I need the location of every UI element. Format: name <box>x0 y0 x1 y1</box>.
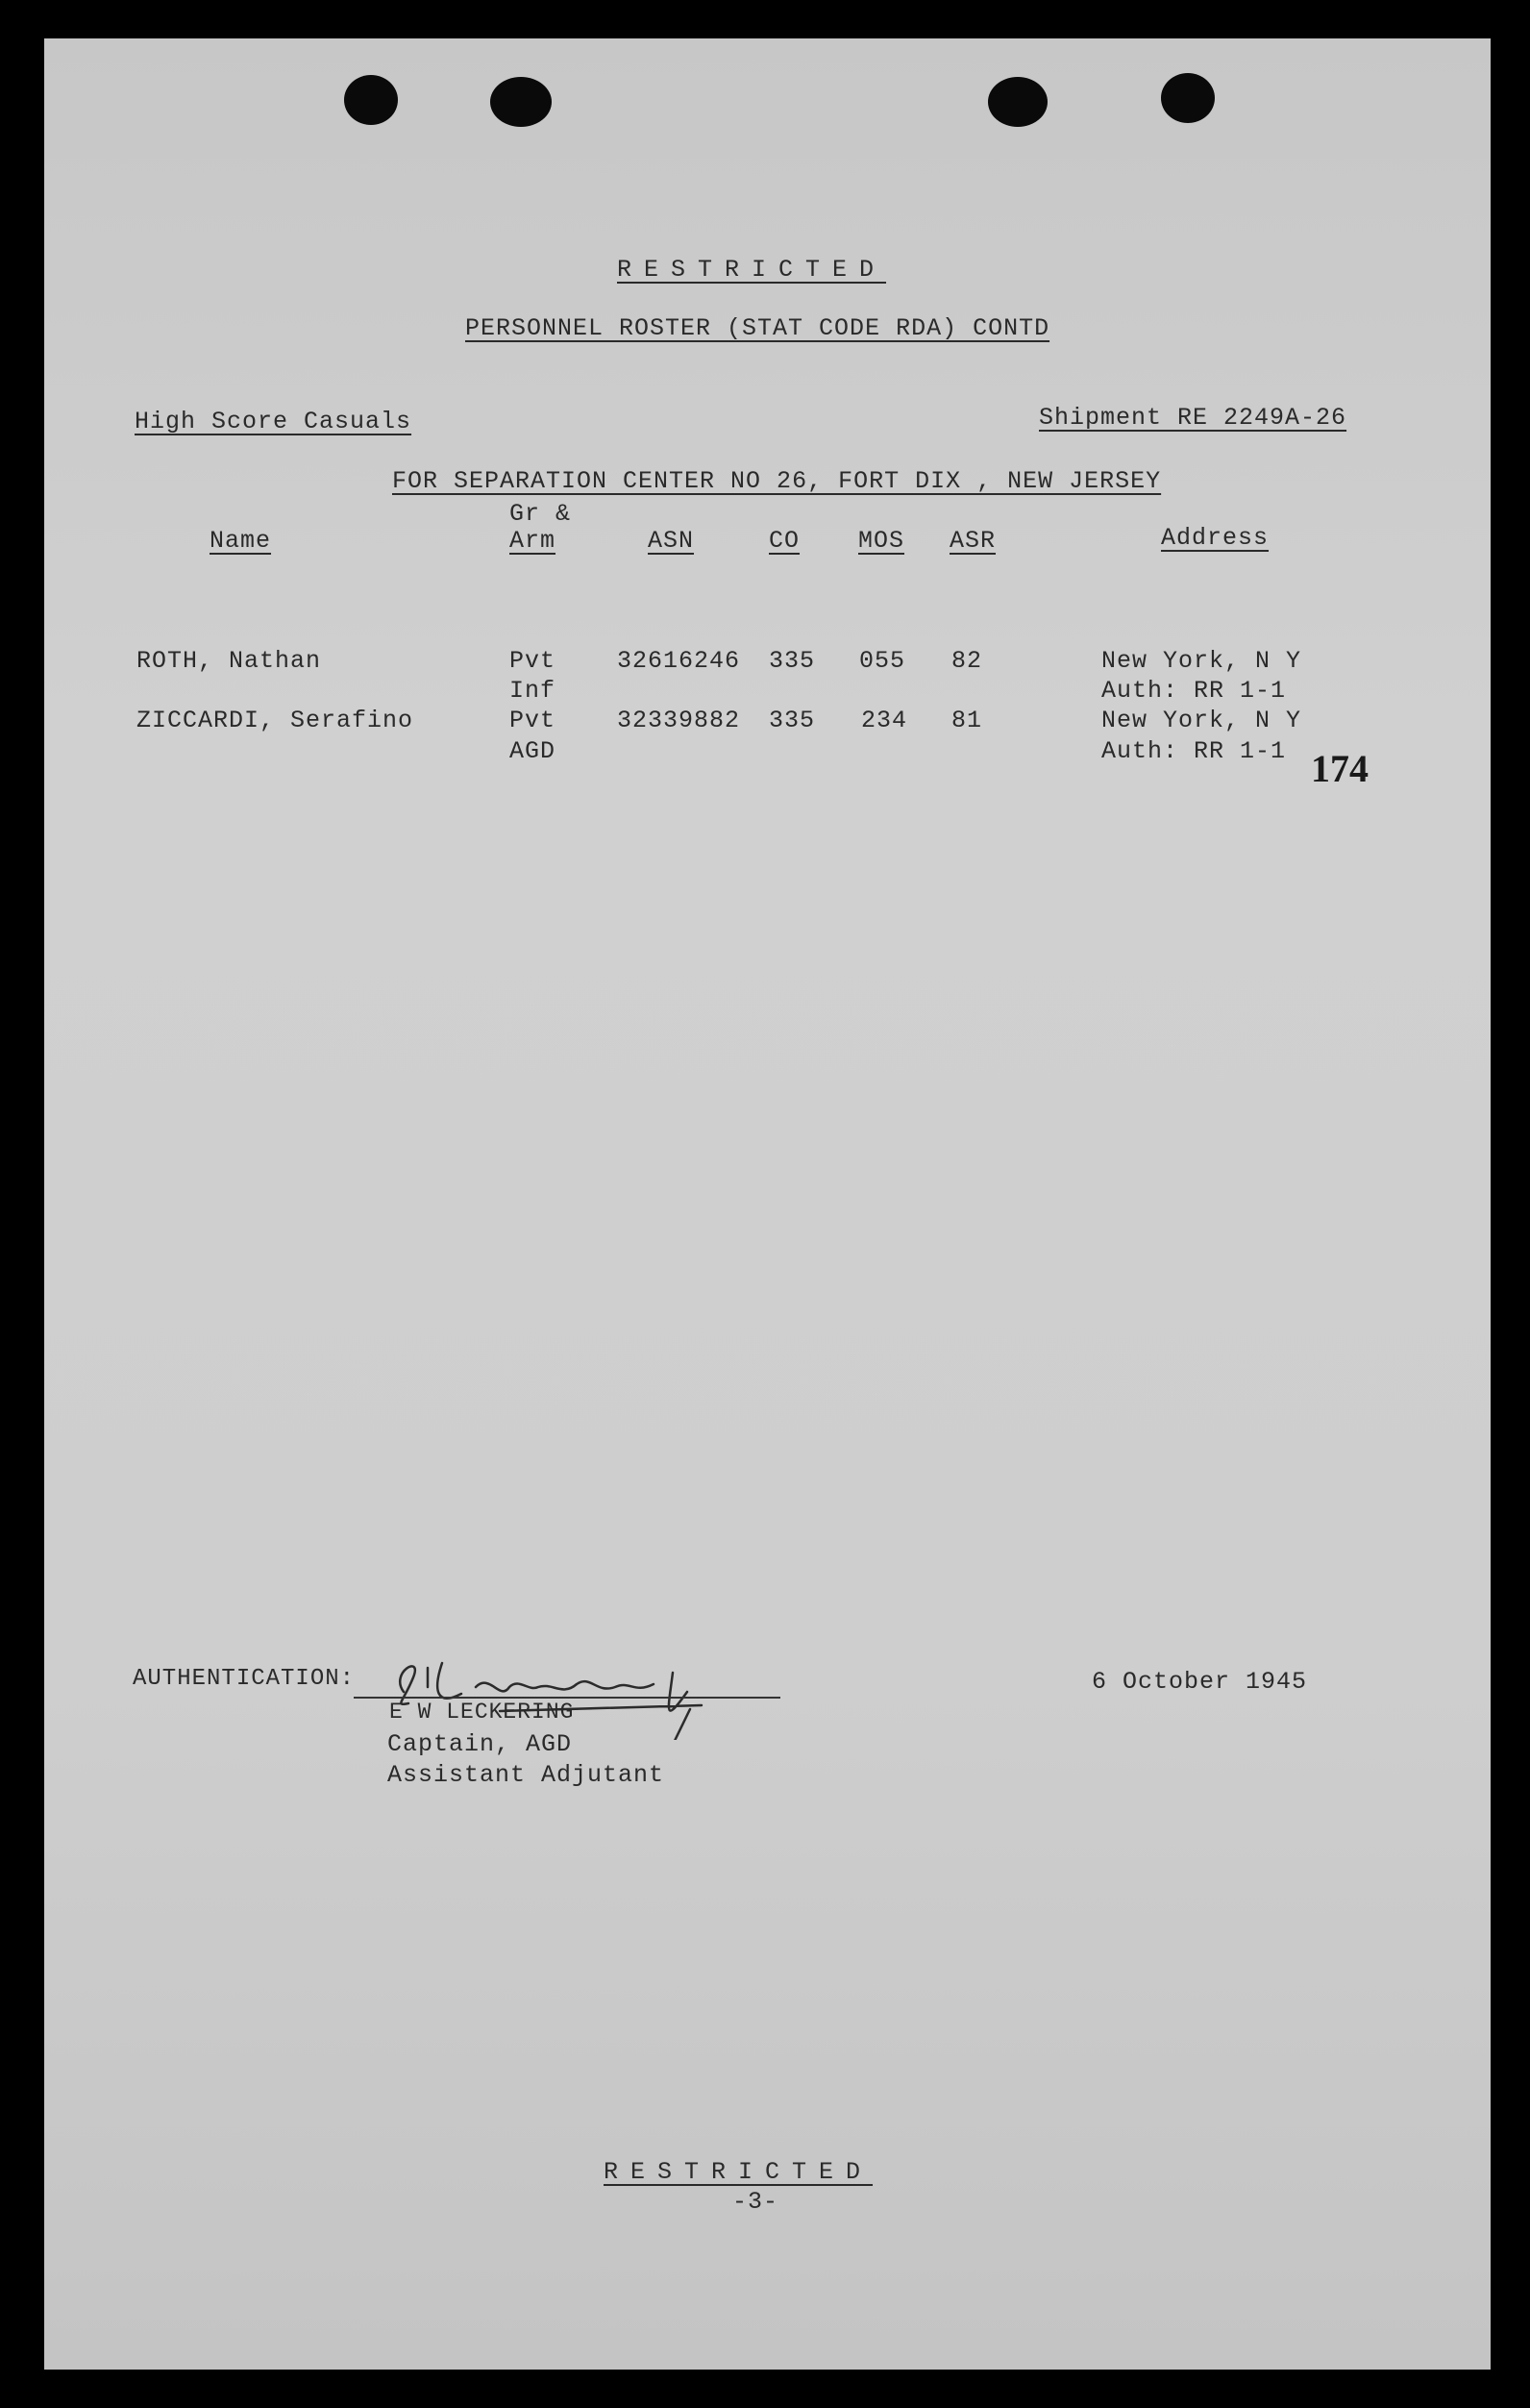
row-auth: Auth: RR 1-1 <box>1101 737 1287 765</box>
group-label: High Score Casuals <box>135 408 412 435</box>
signer-title: Assistant Adjutant <box>387 1761 665 1789</box>
destination-line: FOR SEPARATION CENTER NO 26, FORT DIX , NEW JERSEY <box>392 467 1162 495</box>
document-date: 6 October 1945 <box>1092 1668 1308 1696</box>
row-co: 335 <box>769 707 816 734</box>
row-asr: 81 <box>951 707 983 734</box>
classification-header: RESTRICTED <box>617 256 887 284</box>
column-grade-arm-top: Gr & <box>509 500 572 528</box>
row-arm: AGD <box>509 737 556 765</box>
row-arm: Inf <box>509 677 556 705</box>
page-number: -3- <box>732 2188 779 2216</box>
row-co: 335 <box>769 647 816 675</box>
row-mos: 055 <box>859 647 906 675</box>
punch-hole <box>988 77 1048 127</box>
row-address: New York, N Y <box>1101 707 1302 734</box>
column-name: Name <box>210 527 272 555</box>
punch-hole <box>490 77 552 127</box>
classification-footer: RESTRICTED <box>604 2158 874 2186</box>
row-name: ROTH, Nathan <box>136 647 322 675</box>
row-asr: 82 <box>951 647 983 675</box>
authentication-label: AUTHENTICATION: <box>133 1666 356 1692</box>
page-stamp-number: 174 <box>1311 747 1369 790</box>
row-auth: Auth: RR 1-1 <box>1101 677 1287 705</box>
row-grade: Pvt <box>509 707 556 734</box>
punch-hole <box>1161 73 1215 123</box>
column-asn: ASN <box>648 527 695 555</box>
column-mos: MOS <box>858 527 905 555</box>
column-grade-arm: Arm <box>509 527 556 555</box>
row-asn: 32616246 <box>617 647 741 675</box>
roster-title: PERSONNEL ROSTER (STAT CODE RDA) CONTD <box>465 314 1050 342</box>
signature-line <box>354 1697 780 1699</box>
row-name: ZICCARDI, Serafino <box>136 707 414 734</box>
row-asn: 32339882 <box>617 707 741 734</box>
shipment-number: Shipment RE 2249A-26 <box>1039 404 1347 432</box>
column-address: Address <box>1161 524 1270 552</box>
document-page <box>44 38 1491 2370</box>
column-co: CO <box>769 527 801 555</box>
punch-hole <box>344 75 398 125</box>
signer-rank: Captain, AGD <box>387 1730 573 1758</box>
column-asr: ASR <box>950 527 997 555</box>
signer-name: E W LECKERING <box>389 1700 575 1725</box>
row-mos: 234 <box>861 707 908 734</box>
row-address: New York, N Y <box>1101 647 1302 675</box>
row-grade: Pvt <box>509 647 556 675</box>
